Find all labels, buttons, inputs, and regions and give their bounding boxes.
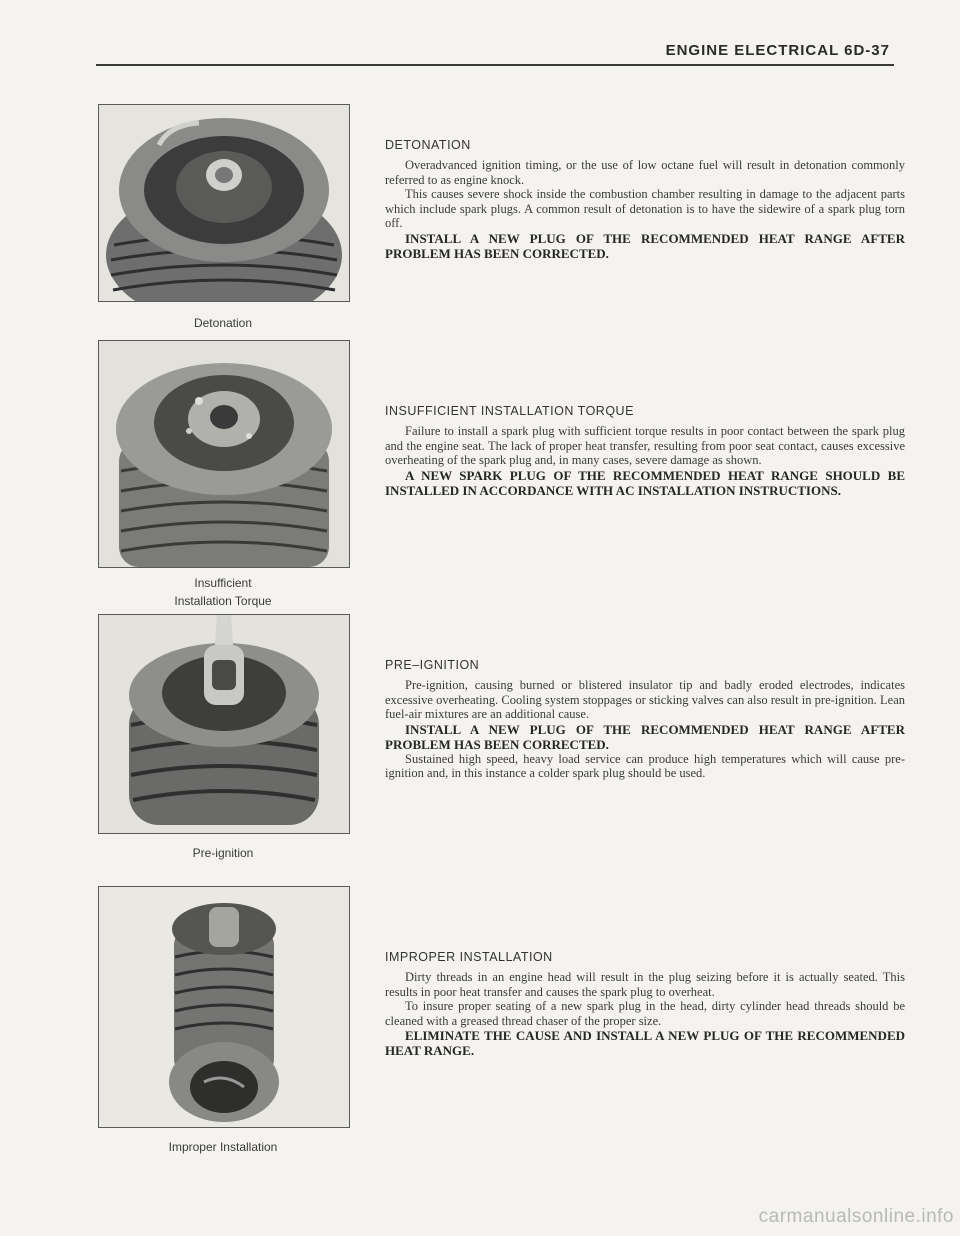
caption-insufficient-line2: Installation Torque <box>174 594 272 608</box>
page-title: ENGINE ELECTRICAL 6D-37 <box>665 42 890 59</box>
spark-plug-pre-ignition-image <box>99 615 349 833</box>
detonation-paragraph-2: This causes severe shock inside the combustion chamber resulting in damage to the adjacent parts which include spark plugs. A common result of detonation is to have the sidewire of a spark plug torn off. <box>385 187 905 230</box>
improper-paragraph-1: Dirty threads in an engine head will result in the plug seizing before it is actually seated. This results in poor heat transfer and causes the spark plug to overheat. <box>385 970 905 999</box>
page-header <box>96 40 894 66</box>
section-insufficient-torque <box>385 404 905 498</box>
caption-pre-ignition: Pre-ignition <box>192 846 254 860</box>
section-improper-installation <box>385 950 905 1058</box>
caption-detonation: Detonation <box>193 316 253 330</box>
watermark: carmanualsonline.info <box>758 1206 954 1227</box>
heading-insufficient-torque: INSUFFICIENT INSTALLATION TORQUE <box>385 404 634 418</box>
improper-installation-photo <box>98 886 350 1128</box>
pre-ignition-photo <box>98 614 350 834</box>
section-detonation <box>385 138 905 261</box>
torque-paragraph-1: Failure to install a spark plug with sufficient torque results in poor contact between the spark plug and the engine seat. The lack of proper heat transfer, resulting from poor seat contact, causes excessive overheating of the spark plug and, in many cases, severe damage as shown. <box>385 424 905 467</box>
caption-improper-installation: Improper Installation <box>168 1140 278 1154</box>
section-pre-ignition <box>385 658 905 781</box>
heading-pre-ignition: PRE–IGNITION <box>385 658 480 672</box>
improper-instruction: ELIMINATE THE CAUSE AND INSTALL A NEW PLUG OF THE RECOMMENDED HEAT RANGE. <box>385 1028 905 1058</box>
insufficient-torque-photo <box>98 340 350 568</box>
heading-detonation: DETONATION <box>385 138 471 152</box>
detonation-instruction: INSTALL A NEW PLUG OF THE RECOMMENDED HEAT RANGE AFTER PROBLEM HAS BEEN CORRECTED. <box>385 230 905 261</box>
spark-plug-insufficient-torque-image <box>99 341 349 567</box>
detonation-paragraph-1: Overadvanced ignition timing, or the use of low octane fuel will result in detonation commonly referred to as engine knock. <box>385 158 905 187</box>
pre-ignition-paragraph-1: Pre-ignition, causing burned or blistered insulator tip and badly eroded electrodes, indicates excessive overheating. Cooling system stoppages or sticking valves can also result in pre-ignition. Lean fuel-air mixtures are an additional cause. <box>385 678 905 721</box>
heading-improper-installation: IMPROPER INSTALLATION <box>385 950 553 964</box>
pre-ignition-instruction: INSTALL A NEW PLUG OF THE RECOMMENDED HEAT RANGE AFTER PROBLEM HAS BEEN CORRECTED. <box>385 721 905 752</box>
improper-paragraph-2: To insure proper seating of a new spark plug in the head, dirty cylinder head threads should be cleaned with a greased thread chaser of the proper size. <box>385 999 905 1028</box>
spark-plug-improper-installation-image <box>99 887 349 1127</box>
caption-insufficient-torque <box>98 574 348 610</box>
torque-instruction: A NEW SPARK PLUG OF THE RECOMMENDED HEAT RANGE SHOULD BE INSTALLED IN ACCORDANCE WITH AC INSTALLATION INSTRUCTIONS. <box>385 467 905 498</box>
spark-plug-detonation-image <box>99 105 349 301</box>
detonation-photo <box>98 104 350 302</box>
caption-insufficient-line1: Insufficient <box>194 576 252 590</box>
pre-ignition-paragraph-2: Sustained high speed, heavy load service can produce high temperatures which will cause pre-ignition and, in this instance a colder spark plug should be used. <box>385 751 905 780</box>
